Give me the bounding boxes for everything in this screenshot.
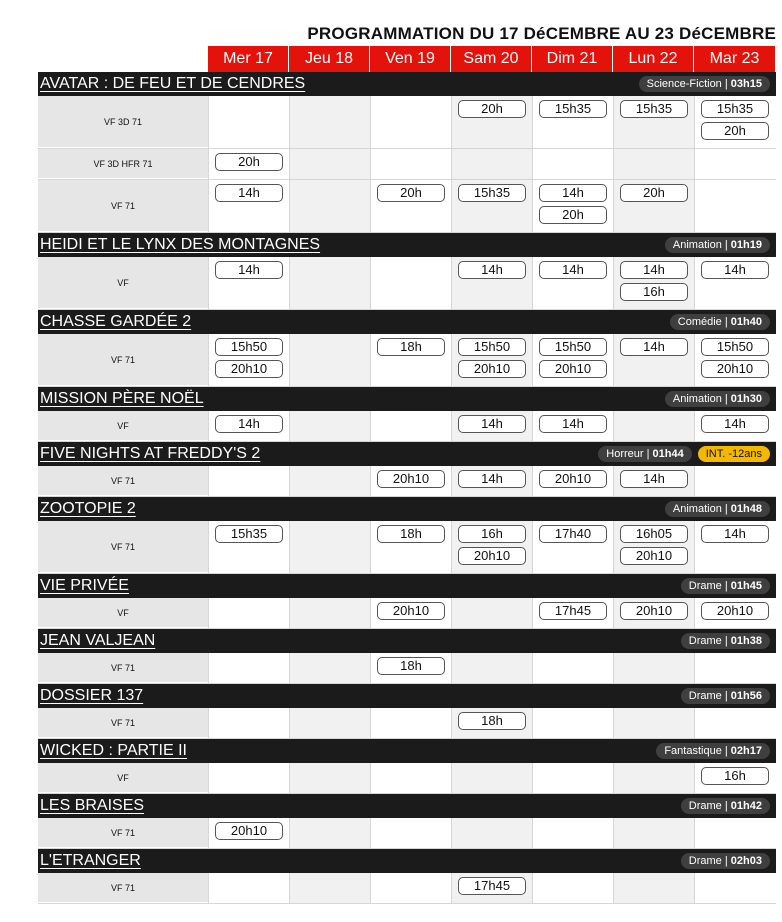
- day-cell: [694, 708, 775, 738]
- separator: |: [721, 580, 731, 592]
- film-title-bar: [38, 233, 776, 257]
- film-title-link[interactable]: ZOOTOPIE 2: [40, 500, 136, 517]
- duration-label: 01h30: [730, 393, 762, 405]
- separator: |: [721, 745, 731, 757]
- day-cell: [451, 96, 532, 148]
- duration-label: 01h40: [730, 316, 762, 328]
- day-cell: [370, 96, 451, 148]
- day-cell: [208, 708, 289, 738]
- day-cell: [289, 598, 370, 628]
- film-title-link[interactable]: VIE PRIVÉE: [40, 577, 129, 594]
- version-label: VF: [38, 598, 208, 628]
- showtime-button[interactable]: 17h40: [539, 525, 607, 543]
- showtime-button[interactable]: 20h: [620, 184, 688, 202]
- film-block: [38, 574, 776, 629]
- genre-duration-badge: [639, 76, 770, 92]
- genre-label: Drame: [688, 580, 722, 592]
- day-cell: [613, 818, 694, 848]
- genre-label: Animation: [672, 239, 722, 251]
- version-label: VF: [38, 763, 208, 793]
- showtime-button[interactable]: 14h: [701, 261, 769, 279]
- day-cell: [613, 873, 694, 903]
- showtime-button[interactable]: 14h: [539, 415, 607, 433]
- day-cell: [370, 334, 451, 386]
- showtime-row: [38, 873, 776, 904]
- genre-duration-badge: [681, 688, 770, 704]
- showtime-button[interactable]: 18h: [377, 657, 445, 675]
- film-meta: [665, 237, 770, 253]
- showtime-button[interactable]: 15h35: [215, 525, 283, 543]
- showtime-button[interactable]: 14h: [620, 470, 688, 488]
- day-cell: [451, 598, 532, 628]
- day-cell: [694, 334, 775, 386]
- showtime-button[interactable]: 14h: [215, 184, 283, 202]
- day-cell: [694, 149, 775, 179]
- day-cell: [208, 818, 289, 848]
- page-title: PROGRAMMATION DU 17 DéCEMBRE AU 23 DéCEMBRE: [307, 24, 776, 43]
- version-label: VF 71: [38, 180, 208, 232]
- showtime-button[interactable]: 14h: [620, 261, 688, 279]
- film-block: [38, 629, 776, 684]
- day-cell: [694, 96, 775, 148]
- showtime-row: [38, 149, 776, 180]
- film-title-bar: [38, 310, 776, 334]
- showtime-button[interactable]: 14h: [539, 261, 607, 279]
- day-header-cell: Lun 22: [613, 46, 694, 72]
- day-cell: [532, 96, 613, 148]
- day-cell: [613, 598, 694, 628]
- day-header-cell: Dim 21: [532, 46, 613, 72]
- showtime-button[interactable]: 14h: [539, 184, 607, 202]
- genre-duration-badge: [665, 391, 770, 407]
- day-cell: [613, 708, 694, 738]
- day-cell: [613, 334, 694, 386]
- showtime-button[interactable]: 15h50: [539, 338, 607, 356]
- day-cell: [532, 818, 613, 848]
- showtime-button[interactable]: 14h: [458, 470, 526, 488]
- genre-label: Drame: [688, 635, 722, 647]
- film-block: [38, 72, 776, 233]
- film-meta: [681, 688, 770, 704]
- film-meta: [670, 314, 770, 330]
- film-title-bar: [38, 794, 776, 818]
- showtime-button[interactable]: 20h10: [458, 360, 526, 378]
- version-label: VF 71: [38, 466, 208, 496]
- day-cell: [208, 873, 289, 903]
- duration-label: 01h48: [730, 503, 762, 515]
- duration-label: 02h03: [730, 855, 762, 867]
- film-title-bar: [38, 72, 776, 96]
- film-title-link[interactable]: JEAN VALJEAN: [40, 632, 156, 649]
- day-cell: [532, 334, 613, 386]
- film-meta: [681, 578, 770, 594]
- showtime-row: [38, 411, 776, 442]
- showtime-button[interactable]: 14h: [458, 261, 526, 279]
- film-title-bar: [38, 629, 776, 653]
- day-cell: [694, 873, 775, 903]
- film-title-link[interactable]: HEIDI ET LE LYNX DES MONTAGNES: [40, 236, 321, 253]
- separator: |: [721, 316, 731, 328]
- version-label: VF 71: [38, 334, 208, 386]
- day-cell: [370, 521, 451, 573]
- day-cell: [451, 334, 532, 386]
- day-cell: [451, 180, 532, 232]
- showtime-button[interactable]: 14h: [215, 415, 283, 433]
- day-cell: [289, 466, 370, 496]
- film-block: [38, 233, 776, 310]
- showtime-button[interactable]: 20h10: [701, 360, 769, 378]
- day-cell: [532, 521, 613, 573]
- day-cell: [451, 149, 532, 179]
- showtime-button[interactable]: 18h: [458, 712, 526, 730]
- genre-label: Fantastique: [664, 745, 722, 757]
- film-title-bar: [38, 849, 776, 873]
- day-cell: [208, 257, 289, 309]
- genre-duration-badge: [681, 853, 770, 869]
- genre-label: Drame: [688, 800, 722, 812]
- day-cell: [289, 180, 370, 232]
- showtime-button[interactable]: 20h: [701, 122, 769, 140]
- duration-label: 01h19: [730, 239, 762, 251]
- genre-label: Drame: [688, 690, 722, 702]
- day-cell: [694, 598, 775, 628]
- day-cell: [613, 521, 694, 573]
- separator: |: [721, 239, 731, 251]
- day-cell: [370, 763, 451, 793]
- day-cell: [694, 257, 775, 309]
- day-cell: [532, 411, 613, 441]
- film-meta: [665, 391, 770, 407]
- showtime-button[interactable]: 20h10: [458, 547, 526, 565]
- showtime-button[interactable]: 16h: [701, 767, 769, 785]
- showtime-button[interactable]: 20h: [215, 153, 283, 171]
- showtime-button[interactable]: 20h10: [539, 360, 607, 378]
- film-title-link[interactable]: MISSION PÈRE NOËL: [40, 390, 204, 407]
- day-cell: [694, 763, 775, 793]
- showtime-button[interactable]: 15h35: [539, 100, 607, 118]
- showtime-button[interactable]: 20h: [458, 100, 526, 118]
- day-cell: [289, 653, 370, 683]
- showtime-row: [38, 180, 776, 233]
- day-cell: [694, 180, 775, 232]
- separator: |: [721, 635, 731, 647]
- day-cell: [208, 521, 289, 573]
- day-cell: [532, 180, 613, 232]
- film-meta: [681, 798, 770, 814]
- day-header-cell: Mar 23: [694, 46, 775, 72]
- day-cell: [208, 466, 289, 496]
- genre-label: Animation: [672, 393, 722, 405]
- day-cell: [451, 257, 532, 309]
- film-title-bar: [38, 574, 776, 598]
- day-cell: [370, 180, 451, 232]
- showtime-button[interactable]: 14h: [620, 338, 688, 356]
- day-cell: [451, 466, 532, 496]
- day-cell: [613, 257, 694, 309]
- day-cell: [208, 411, 289, 441]
- day-cell: [289, 411, 370, 441]
- day-cell: [289, 763, 370, 793]
- film-title-link[interactable]: FIVE NIGHTS AT FREDDY'S 2: [40, 445, 261, 462]
- version-label: VF 3D HFR 71: [38, 149, 208, 179]
- film-block: [38, 387, 776, 442]
- separator: |: [721, 690, 731, 702]
- day-cell: [532, 149, 613, 179]
- film-block: [38, 794, 776, 849]
- film-block: [38, 684, 776, 739]
- day-cell: [613, 763, 694, 793]
- day-cell: [289, 818, 370, 848]
- day-cell: [694, 521, 775, 573]
- showtime-button[interactable]: 20h10: [620, 602, 688, 620]
- genre-duration-badge: [656, 743, 770, 759]
- day-cell: [532, 653, 613, 683]
- day-cell: [370, 411, 451, 441]
- duration-label: 01h44: [652, 448, 684, 460]
- showtime-button[interactable]: 18h: [377, 525, 445, 543]
- version-label: VF: [38, 257, 208, 309]
- showtime-button[interactable]: 20h10: [620, 547, 688, 565]
- version-label: VF 71: [38, 653, 208, 683]
- film-meta: [656, 743, 770, 759]
- day-cell: [370, 818, 451, 848]
- day-cell: [613, 411, 694, 441]
- day-cell: [208, 180, 289, 232]
- version-label: VF 71: [38, 708, 208, 738]
- showtime-row: [38, 466, 776, 497]
- genre-duration-badge: [670, 314, 770, 330]
- genre-duration-badge: [665, 237, 770, 253]
- showtime-button[interactable]: 16h05: [620, 525, 688, 543]
- day-header: [208, 46, 775, 72]
- genre-duration-badge: [681, 578, 770, 594]
- genre-label: Drame: [688, 855, 722, 867]
- day-cell: [451, 653, 532, 683]
- day-cell: [370, 653, 451, 683]
- separator: |: [721, 393, 731, 405]
- day-cell: [289, 873, 370, 903]
- showtime-row: [38, 763, 776, 794]
- showtime-button[interactable]: 20h10: [539, 470, 607, 488]
- film-title-link[interactable]: LES BRAISES: [40, 797, 145, 814]
- separator: |: [721, 78, 731, 90]
- film-title-bar: [38, 442, 776, 466]
- showtime-button[interactable]: 15h50: [701, 338, 769, 356]
- separator: |: [721, 503, 731, 515]
- day-cell: [208, 598, 289, 628]
- showtime-button[interactable]: 17h45: [458, 877, 526, 895]
- day-cell: [451, 521, 532, 573]
- showtime-button[interactable]: 14h: [458, 415, 526, 433]
- duration-label: 02h17: [730, 745, 762, 757]
- film-block: [38, 849, 776, 904]
- day-cell: [532, 763, 613, 793]
- showtime-button[interactable]: 20h10: [215, 822, 283, 840]
- day-cell: [370, 257, 451, 309]
- age-warning-badge: INT. -12ans: [698, 446, 770, 462]
- showtime-row: [38, 598, 776, 629]
- day-header-cell: Mer 17: [208, 46, 289, 72]
- genre-duration-badge: [598, 446, 691, 462]
- film-meta: [639, 76, 770, 92]
- film-block: [38, 739, 776, 794]
- showtime-button[interactable]: 15h35: [620, 100, 688, 118]
- day-cell: [451, 708, 532, 738]
- day-cell: [613, 149, 694, 179]
- genre-label: Comédie: [677, 316, 722, 328]
- showtime-button[interactable]: 20h10: [377, 470, 445, 488]
- day-cell: [289, 149, 370, 179]
- day-header-cell: Ven 19: [370, 46, 451, 72]
- day-cell: [370, 149, 451, 179]
- film-meta: [665, 501, 770, 517]
- day-cell: [208, 653, 289, 683]
- showtime-button[interactable]: 20h10: [701, 602, 769, 620]
- day-cell: [289, 334, 370, 386]
- film-title-bar: [38, 684, 776, 708]
- showtime-row: [38, 521, 776, 574]
- film-title-link[interactable]: WICKED : PARTIE II: [40, 742, 187, 759]
- showtime-button[interactable]: 18h: [377, 338, 445, 356]
- showtime-button[interactable]: 15h50: [458, 338, 526, 356]
- showtime-button[interactable]: 14h: [701, 525, 769, 543]
- day-cell: [208, 149, 289, 179]
- day-header-cell: Jeu 18: [289, 46, 370, 72]
- duration-label: 01h56: [730, 690, 762, 702]
- day-cell: [694, 653, 775, 683]
- day-cell: [532, 873, 613, 903]
- day-cell: [532, 708, 613, 738]
- film-title-bar: [38, 387, 776, 411]
- showtime-row: [38, 818, 776, 849]
- showtime-row: [38, 653, 776, 684]
- day-cell: [208, 334, 289, 386]
- film-meta: [681, 633, 770, 649]
- showtime-button[interactable]: 15h35: [701, 100, 769, 118]
- day-cell: [289, 708, 370, 738]
- film-title-bar: [38, 497, 776, 521]
- day-header-cell: Sam 20: [451, 46, 532, 72]
- day-cell: [289, 257, 370, 309]
- day-cell: [613, 180, 694, 232]
- film-meta: [681, 853, 770, 869]
- day-cell: [451, 818, 532, 848]
- duration-label: 01h45: [730, 580, 762, 592]
- day-cell: [694, 411, 775, 441]
- film-list: [38, 72, 776, 904]
- day-cell: [694, 466, 775, 496]
- version-label: VF 3D 71: [38, 96, 208, 148]
- day-cell: [613, 653, 694, 683]
- day-cell: [208, 96, 289, 148]
- day-cell: [370, 873, 451, 903]
- day-cell: [532, 598, 613, 628]
- day-cell: [451, 763, 532, 793]
- separator: |: [643, 448, 653, 460]
- showtime-button[interactable]: 20h10: [377, 602, 445, 620]
- showtime-button[interactable]: 15h35: [458, 184, 526, 202]
- showtime-button[interactable]: 20h: [539, 206, 607, 224]
- day-cell: [370, 466, 451, 496]
- genre-label: Science-Fiction: [646, 78, 722, 90]
- showtime-row: [38, 334, 776, 387]
- day-cell: [613, 466, 694, 496]
- day-cell: [370, 708, 451, 738]
- showtime-button[interactable]: 15h50: [215, 338, 283, 356]
- film-block: [38, 497, 776, 574]
- genre-duration-badge: [665, 501, 770, 517]
- film-title-link[interactable]: CHASSE GARDÉE 2: [40, 313, 192, 330]
- version-label: VF 71: [38, 521, 208, 573]
- day-cell: [532, 257, 613, 309]
- showtime-button[interactable]: 14h: [701, 415, 769, 433]
- duration-label: 03h15: [730, 78, 762, 90]
- day-cell: [451, 411, 532, 441]
- version-label: VF: [38, 411, 208, 441]
- film-title-link[interactable]: L'ETRANGER: [40, 852, 141, 869]
- genre-label: Horreur: [606, 448, 644, 460]
- showtime-row: [38, 257, 776, 310]
- version-label: VF 71: [38, 818, 208, 848]
- showtime-row: [38, 96, 776, 149]
- showtime-row: [38, 708, 776, 739]
- day-cell: [289, 96, 370, 148]
- separator: |: [721, 800, 731, 812]
- separator: |: [721, 855, 731, 867]
- film-title-link[interactable]: AVATAR : DE FEU ET DE CENDRES: [40, 75, 306, 92]
- genre-label: Animation: [672, 503, 722, 515]
- day-cell: [208, 763, 289, 793]
- showtime-button[interactable]: 16h: [458, 525, 526, 543]
- duration-label: 01h38: [730, 635, 762, 647]
- film-title-link[interactable]: DOSSIER 137: [40, 687, 144, 704]
- day-cell: [694, 818, 775, 848]
- genre-duration-badge: [681, 798, 770, 814]
- film-meta: [598, 446, 770, 462]
- showtime-button[interactable]: 17h45: [539, 602, 607, 620]
- film-block: [38, 442, 776, 497]
- day-cell: [370, 598, 451, 628]
- showtime-button[interactable]: 20h: [377, 184, 445, 202]
- showtime-button[interactable]: 16h: [620, 283, 688, 301]
- genre-duration-badge: [681, 633, 770, 649]
- day-cell: [613, 96, 694, 148]
- day-cell: [532, 466, 613, 496]
- version-label: VF 71: [38, 873, 208, 903]
- film-block: [38, 310, 776, 387]
- day-cell: [289, 521, 370, 573]
- showtime-button[interactable]: 14h: [215, 261, 283, 279]
- day-cell: [451, 873, 532, 903]
- film-title-bar: [38, 739, 776, 763]
- duration-label: 01h42: [730, 800, 762, 812]
- showtime-button[interactable]: 20h10: [215, 360, 283, 378]
